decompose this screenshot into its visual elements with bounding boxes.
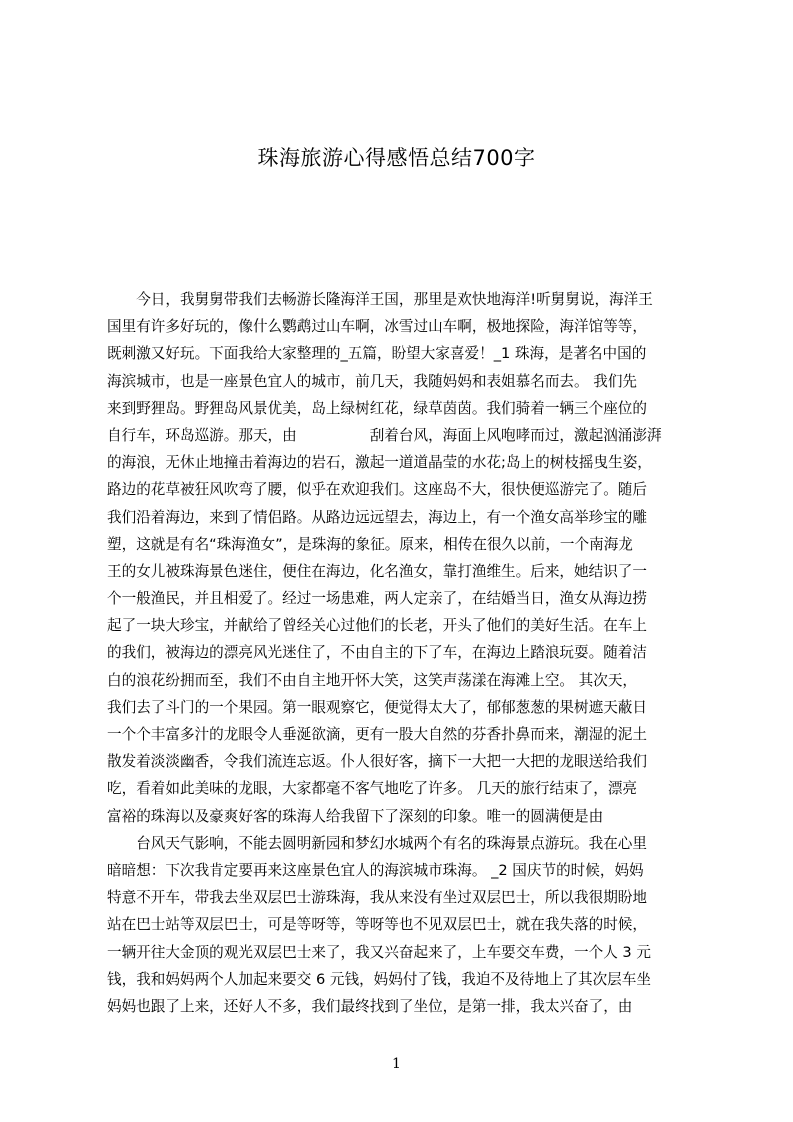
text-line: 来到野狸岛。野狸岛风景优美，岛上绿树红花，绿草茵茵。我们骑着一辆三个座位的 [107,399,647,417]
text-line: 的我们，被海边的漂亮风光迷住了，不由自主的下了车，在海边上踏浪玩耍。随着洁 [107,644,647,662]
text-line: 妈妈也跟了上来，还好人不多，我们最终找到了坐位，是第一排，我太兴奋了，由 [107,997,633,1015]
text-line: 的海浪，无休止地撞击着海边的岩石，激起一道道晶莹的水花;岛上的树枝摇曳生姿， [107,454,652,472]
body-text [107,286,697,1020]
text-line: 一个个丰富多汁的龙眼令人垂涎欲滴，更有一股大自然的芬香扑鼻而来，潮湿的泥土 [107,726,647,743]
page-number: 1 [392,1056,401,1072]
text-line: 既刺激又好玩。下面我给大家整理的_五篇，盼望大家喜爱！_1 珠海，是著名中国的 [107,345,647,363]
text-line: 自行车，环岛巡游。那天，由 刮着台风，海面上风咆哮而过，激起汹涌澎湃 [107,426,662,444]
text-line: 我们沿着海边，来到了情侣路。从路边远远望去，海边上，有一个渔女高举珍宝的雕 [107,508,647,526]
text-line: 散发着淡淡幽香，令我们流连忘返。仆人很好客，摘下一大把一大把的龙眼送给我们 [107,753,647,771]
text-line: 今日，我舅舅带我们去畅游长隆海洋王国，那里是欢快地海洋!听舅舅说，海洋王 [107,291,653,308]
text-line: 国里有许多好玩的，像什么鹦鹉过山车啊，冰雪过山车啊，极地探险，海洋馆等等， [107,318,647,336]
text-line: 海滨城市，也是一座景色宜人的城市，前几天，我随妈妈和表姐慕名而去。 我们先 [107,372,638,390]
text-line: 吃，看着如此美味的龙眼，大家都毫不客气地吃了许多。 几天的旅行结束了，漂亮 [107,780,638,798]
text-line: 暗暗想：下次我肯定要再来这座景色宜人的海滨城市珠海。 _2 国庆节的时候，妈妈 [107,861,644,879]
text-line: 个一般渔民，并且相爱了。经过一场患难，两人定亲了，在结婚当日，渔女从海边捞 [107,590,647,608]
document-title: 珠海旅游心得感悟总结700字 [257,146,536,170]
text-line: 塑，这就是有名“珠海渔女”，是珠海的象征。原来，相传在很久以前，一个南海龙 [107,535,633,553]
text-line: 路边的花草被狂风吹弯了腰，似乎在欢迎我们。这座岛不大，很快便巡游完了。随后 [107,481,647,499]
text-line: 起了一块大珍宝，并献给了曾经关心过他们的长老，开头了他们的美好生活。在车上 [107,617,647,635]
text-line: 台风天气影响，不能去圆明新园和梦幻水城两个有名的珠海景点游玩。我在心里 [107,834,647,852]
text-line: 白的浪花纷拥而至，我们不由自主地开怀大笑，这笑声荡漾在海滩上空。 其次天， [107,671,638,689]
text-line: 我们去了斗门的一个果园。第一眼观察它，便觉得太大了，郁郁葱葱的果树遮天蔽日 [107,698,647,716]
text-line: 钱，我和妈妈两个人加起来要交 6 元钱，妈妈付了钱，我迫不及待地上了其次层车坐 [107,970,651,988]
text-line: 特意不开车，带我去坐双层巴士游珠海，我从来没有坐过双层巴士，所以我很期盼地 [107,889,647,907]
text-line: 富裕的珠海以及豪爽好客的珠海人给我留下了深刻的印象。唯一的圆满便是由 [107,807,604,825]
text-line: 站在巴士站等双层巴士，可是等呀等，等呀等也不见双层巴士，就在我失落的时候， [107,916,647,934]
text-line: 王的女儿被珠海景色迷住，便住在海边，化名渔女，靠打渔维生。后来，她结识了一 [107,562,647,580]
text-line: 一辆开往大金顶的观光双层巴士来了，我又兴奋起来了，上车要交车费，一个人 3 元 [107,943,651,961]
